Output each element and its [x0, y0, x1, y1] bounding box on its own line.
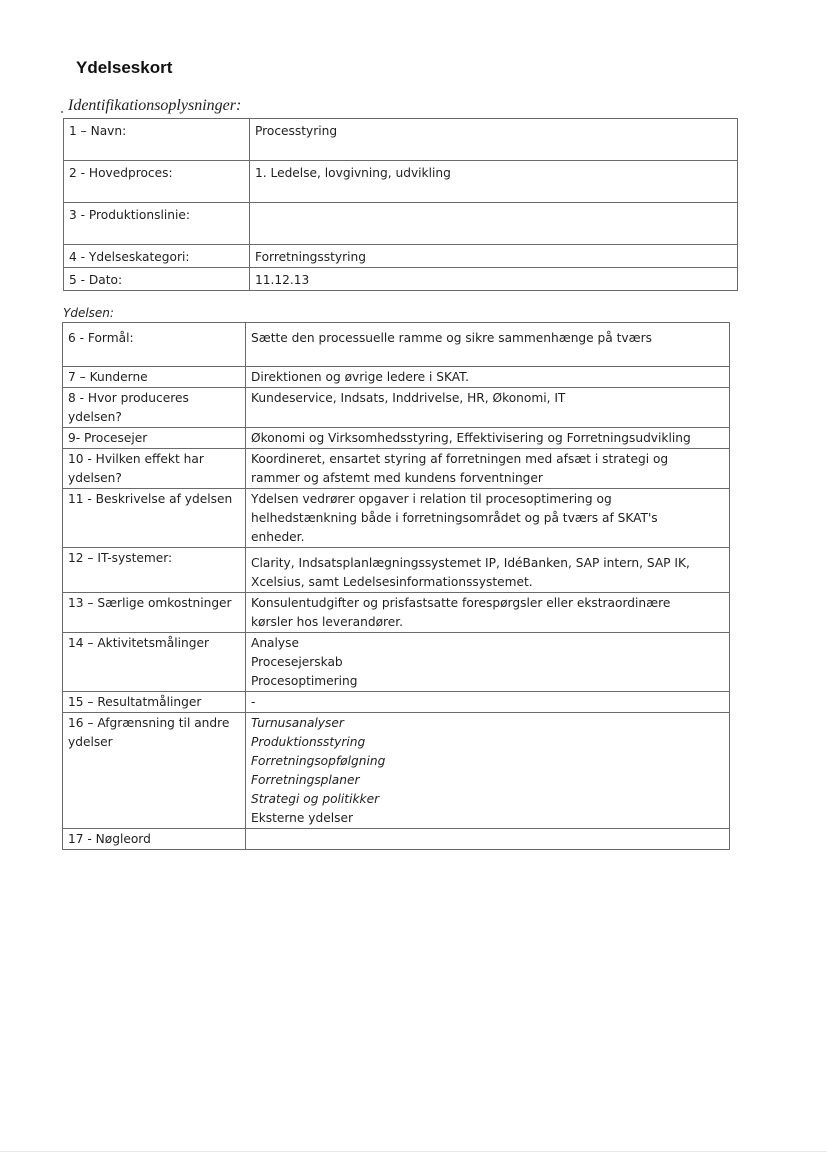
value-cell [246, 692, 730, 713]
value-cell: Processtyring [250, 119, 738, 161]
value-line: - [251, 695, 256, 709]
label-cell [63, 713, 246, 829]
value-cell [246, 633, 730, 692]
label-cell: 3 - Produktionslinie: [64, 203, 250, 245]
label-line: 8 - Hvor produceres [68, 391, 189, 405]
value-cell: 11.12.13 [250, 268, 738, 291]
value-cell [246, 489, 730, 548]
value-cell [246, 593, 730, 633]
identification-table [63, 118, 738, 291]
label-cell [63, 367, 246, 388]
label-line: 17 - Nøgleord [68, 832, 151, 846]
value-line: Xcelsius, samt Ledelsesinformationssystemet. [251, 575, 533, 589]
value-line: Produktionsstyring [251, 735, 366, 749]
label-line: ydelsen? [68, 471, 122, 485]
bullet-dot [61, 111, 63, 113]
table-row [63, 367, 730, 388]
table-row [64, 203, 738, 245]
label-line: 9- Procesejer [68, 431, 148, 445]
value-cell: 1. Ledelse, lovgivning, udvikling [250, 161, 738, 203]
label-cell [63, 548, 246, 593]
label-cell: 4 - Ydelseskategori: [64, 245, 250, 268]
label-cell: 5 - Dato: [64, 268, 250, 291]
value-line: Turnusanalyser [251, 716, 344, 730]
value-line: Kundeservice, Indsats, Inddrivelse, HR, Økonomi, IT [251, 391, 566, 405]
label-line: 10 - Hvilken effekt har [68, 452, 204, 466]
table-row [63, 388, 730, 428]
table-row [63, 593, 730, 633]
label-cell [63, 593, 246, 633]
label-cell [63, 829, 246, 850]
label-line: 13 – Særlige omkostninger [68, 596, 232, 610]
label-line: ydelser [68, 735, 113, 749]
table-row [63, 548, 730, 593]
value-line: Clarity, Indsatsplanlægningssystemet IP, IdéBanken, SAP intern, SAP IK, [251, 556, 690, 570]
label-cell [63, 633, 246, 692]
label-cell [63, 692, 246, 713]
label-line: 15 – Resultatmålinger [68, 695, 202, 709]
service-heading: Ydelsen: [63, 306, 114, 320]
value-line: Direktionen og øvrige ledere i SKAT. [251, 370, 470, 384]
value-line: Ydelsen vedrører opgaver i relation til procesoptimering og [251, 492, 612, 506]
value-cell [246, 449, 730, 489]
label-line: 6 - Formål: [68, 331, 134, 345]
label-line: 11 - Beskrivelse af ydelsen [68, 492, 233, 506]
table-row [63, 323, 730, 367]
table-row [64, 119, 738, 161]
document-title: Ydelseskort [76, 58, 173, 77]
value-cell [246, 367, 730, 388]
label-line: 14 – Aktivitetsmålinger [68, 636, 209, 650]
value-line: Eksterne ydelser [251, 811, 353, 825]
table-row [63, 489, 730, 548]
label-cell [63, 323, 246, 367]
value-cell [246, 548, 730, 593]
table-row [63, 449, 730, 489]
table-row [64, 245, 738, 268]
value-line: Procesejerskab [251, 655, 343, 669]
page-bottom-divider [0, 1151, 827, 1152]
value-line: Analyse [251, 636, 299, 650]
value-line: Sætte den processuelle ramme og sikre sammenhænge på tværs [251, 331, 652, 345]
value-cell [246, 428, 730, 449]
label-cell: 1 – Navn: [64, 119, 250, 161]
identification-heading: Identifikationsoplysninger: [68, 97, 242, 114]
table-row [63, 692, 730, 713]
value-line: Procesoptimering [251, 674, 358, 688]
value-line: enheder. [251, 530, 305, 544]
value-line: Forretningsplaner [251, 773, 360, 787]
label-cell [63, 428, 246, 449]
table-row [63, 713, 730, 829]
value-cell [246, 388, 730, 428]
value-line: Økonomi og Virksomhedsstyring, Effektivisering og Forretningsudvikling [251, 431, 691, 445]
value-line: Koordineret, ensartet styring af forretningen med afsæt i strategi og [251, 452, 669, 466]
table-row [63, 829, 730, 850]
label-cell [63, 449, 246, 489]
label-line: ydelsen? [68, 410, 122, 424]
value-cell [250, 203, 738, 245]
value-cell [246, 323, 730, 367]
label-line: 7 – Kunderne [68, 370, 148, 384]
service-table [62, 322, 730, 850]
label-line: 12 – IT-systemer: [68, 551, 173, 565]
table-row [63, 633, 730, 692]
value-line: Strategi og politikker [251, 792, 380, 806]
value-line: helhedstænkning både i forretningsområdet og på tværs af SKAT's [251, 511, 658, 525]
value-cell: Forretningsstyring [250, 245, 738, 268]
table-row [63, 428, 730, 449]
value-line: kørsler hos leverandører. [251, 615, 404, 629]
label-cell [63, 489, 246, 548]
label-cell: 2 - Hovedproces: [64, 161, 250, 203]
label-line: 16 – Afgrænsning til andre [68, 716, 230, 730]
value-line: rammer og afstemt med kundens forventninger [251, 471, 543, 485]
value-cell [246, 713, 730, 829]
value-line: Forretningsopfølgning [251, 754, 386, 768]
table-row [64, 268, 738, 291]
value-line: Konsulentudgifter og prisfastsatte forespørgsler eller ekstraordinære [251, 596, 671, 610]
value-cell [246, 829, 730, 850]
table-row [64, 161, 738, 203]
label-cell [63, 388, 246, 428]
